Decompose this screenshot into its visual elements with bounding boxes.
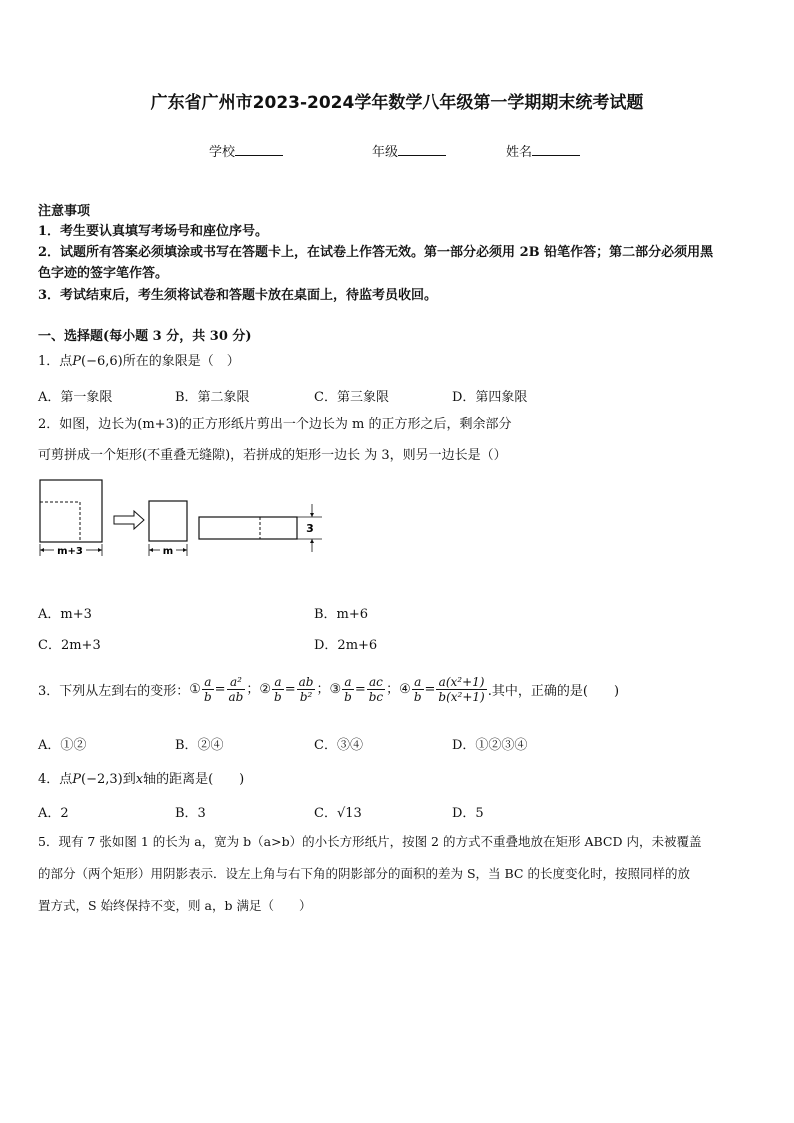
notice-item-3: 3．考试结束后，考生须将试卷和答题卡放在桌面上，待监考员收回。: [38, 288, 438, 303]
long-rectangle: [199, 517, 297, 539]
q3-item-2: ② $\frac{a}{b}$ = $\frac{ab}{\text{b²}}$ ；: [259, 674, 330, 704]
notice-item-2-cont: 色字迹的签字笔作答。: [38, 266, 169, 281]
name-label: 姓名: [506, 145, 533, 160]
transform-arrow-icon: [114, 511, 144, 529]
q3-suffix: .其中，正确的是( ): [487, 683, 620, 699]
question-1: [38, 352, 240, 372]
q2-option-d[interactable]: D．2m+6: [314, 638, 378, 653]
grade-blank[interactable]: [398, 143, 446, 156]
small-square: [149, 501, 187, 541]
q1-option-a[interactable]: A．第一象限: [38, 390, 113, 405]
label-big-side: m+3: [57, 546, 83, 557]
name-field[interactable]: [506, 141, 580, 160]
section-heading: 一、选择题(每小题 3 分，共 30 分): [38, 329, 252, 344]
school-label: 学校: [209, 145, 236, 160]
q4-prefix: 4．点: [38, 772, 73, 787]
question-2-line-2: 可剪拼成一个矩形(不重叠无缝隙)，若拼成的矩形一边长 为 3，则另一边长是（）: [38, 448, 507, 463]
q3-item-4: ④ $\frac{a}{b}$ = $\frac{\text{a(x²+1)}}{\text{b(x²+1)}}$: [399, 674, 485, 704]
question-5-line-3: 置方式，S 始终保持不变，则 a，b 满足（ ）: [38, 898, 312, 913]
question-2-line-1: 2．如图，边长为(m+3)的正方形纸片剪出一个边长为 m 的正方形之后，剩余部分: [38, 417, 512, 432]
name-blank[interactable]: [532, 143, 580, 156]
q3-option-c[interactable]: C．③④: [314, 738, 363, 753]
q3-prefix: 3．下列从左到右的变形：: [38, 683, 190, 699]
question-5-line-1: 5．现有 7 张如图 1 的长为 a，宽为 b（a>b）的小长方形纸片，按图 2 的方式不重叠地放在矩形 ABCD 内，未被覆盖: [38, 834, 702, 849]
q4-axis: x: [135, 772, 144, 787]
q4-option-b[interactable]: B．3: [175, 806, 206, 821]
notice-item-2: 2．试题所有答案必须填涂或书写在答题卡上，在试卷上作答无效。第一部分必须用 2B 铅笔作答；第二部分必须用黑: [38, 245, 714, 260]
school-blank[interactable]: [235, 143, 283, 156]
q3-option-a[interactable]: A．①②: [38, 738, 87, 753]
q4-coords: (−2,3): [81, 772, 123, 787]
question-4: [38, 770, 244, 790]
q1-option-b[interactable]: B．第二象限: [175, 390, 250, 405]
q3-option-d[interactable]: D．①②③④: [452, 738, 528, 753]
q1-suffix: 所在的象限是（ ）: [122, 354, 240, 369]
notice-heading: 注意事项: [38, 204, 91, 219]
cut-square: [40, 502, 80, 542]
q1-coords: (−6,6): [81, 354, 123, 369]
q4-option-c[interactable]: C．√13: [314, 806, 362, 821]
grade-field[interactable]: [372, 141, 446, 160]
q4-suffix: 轴的距离是( ): [143, 772, 245, 787]
q3-option-b[interactable]: B．②④: [175, 738, 224, 753]
q1-option-c[interactable]: C．第三象限: [314, 390, 389, 405]
question-5-line-2: 的部分（两个矩形）用阴影表示．设左上角与右下角的阴影部分的面积的差为 S，当 BC 的长度变化时，按照同样的放: [38, 866, 690, 881]
grade-label: 年级: [372, 145, 399, 160]
q4-option-a[interactable]: A．2: [38, 806, 69, 821]
q2-option-c[interactable]: C．2m+3: [38, 638, 101, 653]
school-field[interactable]: [209, 141, 283, 160]
q4-point: P: [72, 772, 82, 787]
question-3: [38, 664, 619, 714]
label-rect-side: 3: [306, 522, 314, 535]
q3-item-1: ① $\frac{a}{b}$ = $\frac{\text{a²}}{ab}$ ；: [189, 674, 260, 704]
exam-title: 广东省广州市2023-2024学年数学八年级第一学期期末统考试题: [150, 93, 644, 113]
q4-option-d[interactable]: D．5: [452, 806, 484, 821]
q2-option-b[interactable]: B．m+6: [314, 607, 369, 622]
big-square: [40, 480, 102, 542]
q4-middle: 到: [122, 772, 136, 787]
q1-point: P: [72, 354, 82, 369]
q2-figure: [36, 476, 326, 560]
q1-prefix: 1．点: [38, 354, 73, 369]
q3-item-3: ③ $\frac{a}{b}$ = $\frac{ac}{bc}$ ；: [329, 674, 400, 704]
q2-option-a[interactable]: A．m+3: [38, 607, 92, 622]
q1-option-d[interactable]: D．第四象限: [452, 390, 528, 405]
label-small-side: m: [162, 546, 174, 557]
notice-item-1: 1．考生要认真填写考场号和座位序号。: [38, 224, 269, 239]
